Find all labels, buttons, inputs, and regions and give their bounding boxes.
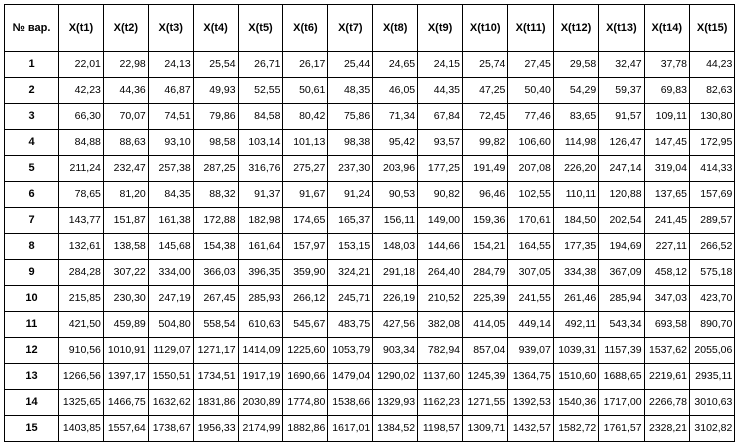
value-cell: 102,55: [508, 182, 553, 208]
column-header: X(t8): [373, 5, 418, 52]
value-cell: 46,05: [373, 78, 418, 104]
column-header: X(t14): [644, 5, 689, 52]
value-cell: 172,88: [193, 208, 238, 234]
value-cell: 610,63: [238, 312, 283, 338]
value-cell: 22,98: [103, 52, 148, 78]
value-cell: 126,47: [599, 130, 644, 156]
value-cell: 939,07: [508, 338, 553, 364]
value-cell: 558,54: [193, 312, 238, 338]
value-cell: 156,11: [373, 208, 418, 234]
value-cell: 1266,56: [59, 364, 104, 390]
value-cell: 145,68: [148, 234, 193, 260]
value-cell: 1557,64: [103, 416, 148, 442]
value-cell: 267,45: [193, 286, 238, 312]
value-cell: 545,67: [283, 312, 328, 338]
value-cell: 1325,65: [59, 390, 104, 416]
value-cell: 71,34: [373, 104, 418, 130]
value-cell: 1392,53: [508, 390, 553, 416]
column-header: X(t1): [59, 5, 104, 52]
value-cell: 91,24: [328, 182, 373, 208]
value-cell: 78,65: [59, 182, 104, 208]
value-cell: 203,96: [373, 156, 418, 182]
value-cell: 24,13: [148, 52, 193, 78]
value-cell: 458,12: [644, 260, 689, 286]
value-cell: 324,21: [328, 260, 373, 286]
value-cell: 261,46: [553, 286, 598, 312]
value-cell: 245,71: [328, 286, 373, 312]
value-cell: 48,35: [328, 78, 373, 104]
value-cell: 132,61: [59, 234, 104, 260]
value-cell: 27,45: [508, 52, 553, 78]
value-cell: 106,60: [508, 130, 553, 156]
value-cell: 93,57: [418, 130, 463, 156]
value-cell: 1271,17: [193, 338, 238, 364]
column-header: X(t5): [238, 5, 283, 52]
value-cell: 138,58: [103, 234, 148, 260]
value-cell: 83,65: [553, 104, 598, 130]
value-cell: 47,25: [463, 78, 508, 104]
value-cell: 1717,00: [599, 390, 644, 416]
variant-number-cell: 1: [5, 52, 59, 78]
value-cell: 414,33: [689, 156, 734, 182]
value-cell: 230,30: [103, 286, 148, 312]
value-cell: 66,30: [59, 104, 104, 130]
value-cell: 1245,39: [463, 364, 508, 390]
value-cell: 382,08: [418, 312, 463, 338]
value-cell: 26,17: [283, 52, 328, 78]
value-cell: 1329,93: [373, 390, 418, 416]
value-cell: 32,47: [599, 52, 644, 78]
value-cell: 693,58: [644, 312, 689, 338]
value-cell: 25,54: [193, 52, 238, 78]
value-cell: 1540,36: [553, 390, 598, 416]
variant-number-cell: 3: [5, 104, 59, 130]
value-cell: 1466,75: [103, 390, 148, 416]
value-cell: 2935,11: [689, 364, 734, 390]
value-cell: 109,11: [644, 104, 689, 130]
value-cell: 202,54: [599, 208, 644, 234]
value-cell: 25,74: [463, 52, 508, 78]
value-cell: 266,52: [689, 234, 734, 260]
value-cell: 91,67: [283, 182, 328, 208]
value-cell: 24,15: [418, 52, 463, 78]
value-cell: 161,38: [148, 208, 193, 234]
value-cell: 147,45: [644, 130, 689, 156]
variant-number-cell: 14: [5, 390, 59, 416]
value-cell: 194,69: [599, 234, 644, 260]
value-cell: 90,82: [418, 182, 463, 208]
value-cell: 2055,06: [689, 338, 734, 364]
value-cell: 903,34: [373, 338, 418, 364]
value-cell: 423,70: [689, 286, 734, 312]
value-cell: 1403,85: [59, 416, 104, 442]
variant-number-cell: 5: [5, 156, 59, 182]
value-cell: 3102,82: [689, 416, 734, 442]
value-cell: 50,40: [508, 78, 553, 104]
value-cell: 1761,57: [599, 416, 644, 442]
column-header: X(t3): [148, 5, 193, 52]
value-cell: 359,90: [283, 260, 328, 286]
value-cell: 29,58: [553, 52, 598, 78]
value-cell: 1309,71: [463, 416, 508, 442]
value-cell: 91,37: [238, 182, 283, 208]
table-row: [5, 416, 735, 442]
variant-number-cell: 8: [5, 234, 59, 260]
variant-number-cell: 7: [5, 208, 59, 234]
value-cell: 241,55: [508, 286, 553, 312]
value-cell: 210,52: [418, 286, 463, 312]
value-cell: 42,23: [59, 78, 104, 104]
value-cell: 44,23: [689, 52, 734, 78]
value-cell: 161,64: [238, 234, 283, 260]
value-cell: 2219,61: [644, 364, 689, 390]
value-cell: 44,35: [418, 78, 463, 104]
table-row: [5, 364, 735, 390]
value-cell: 334,00: [148, 260, 193, 286]
table-row: [5, 338, 735, 364]
value-cell: 1582,72: [553, 416, 598, 442]
value-cell: 285,94: [599, 286, 644, 312]
value-cell: 49,93: [193, 78, 238, 104]
value-cell: 890,70: [689, 312, 734, 338]
value-cell: 1384,52: [373, 416, 418, 442]
value-cell: 1225,60: [283, 338, 328, 364]
value-cell: 103,14: [238, 130, 283, 156]
variant-number-cell: 13: [5, 364, 59, 390]
value-cell: 74,51: [148, 104, 193, 130]
value-cell: 93,10: [148, 130, 193, 156]
value-cell: 59,37: [599, 78, 644, 104]
value-cell: 910,56: [59, 338, 104, 364]
data-table: [4, 4, 735, 442]
value-cell: 1738,67: [148, 416, 193, 442]
value-cell: 82,63: [689, 78, 734, 104]
value-cell: 225,39: [463, 286, 508, 312]
value-cell: 367,09: [599, 260, 644, 286]
value-cell: 143,77: [59, 208, 104, 234]
value-cell: 88,63: [103, 130, 148, 156]
value-cell: 84,58: [238, 104, 283, 130]
value-cell: 170,61: [508, 208, 553, 234]
value-cell: 1432,57: [508, 416, 553, 442]
value-cell: 1053,79: [328, 338, 373, 364]
value-cell: 3010,63: [689, 390, 734, 416]
column-header: X(t7): [328, 5, 373, 52]
value-cell: 98,58: [193, 130, 238, 156]
column-header: X(t2): [103, 5, 148, 52]
variant-number-cell: 6: [5, 182, 59, 208]
value-cell: 191,49: [463, 156, 508, 182]
value-cell: 207,08: [508, 156, 553, 182]
value-cell: 25,44: [328, 52, 373, 78]
table-row: [5, 260, 735, 286]
value-cell: 1162,23: [418, 390, 463, 416]
column-header: X(t10): [463, 5, 508, 52]
value-cell: 22,01: [59, 52, 104, 78]
value-cell: 284,28: [59, 260, 104, 286]
value-cell: 1917,19: [238, 364, 283, 390]
value-cell: 1774,80: [283, 390, 328, 416]
value-cell: 2030,89: [238, 390, 283, 416]
column-header: X(t11): [508, 5, 553, 52]
value-cell: 67,84: [418, 104, 463, 130]
value-cell: 2174,99: [238, 416, 283, 442]
value-cell: 91,57: [599, 104, 644, 130]
table-row: [5, 390, 735, 416]
value-cell: 266,12: [283, 286, 328, 312]
value-cell: 285,93: [238, 286, 283, 312]
column-header: X(t9): [418, 5, 463, 52]
header-row: [5, 5, 735, 52]
variant-number-cell: 12: [5, 338, 59, 364]
value-cell: 284,79: [463, 260, 508, 286]
value-cell: 84,88: [59, 130, 104, 156]
value-cell: 79,86: [193, 104, 238, 130]
value-cell: 153,15: [328, 234, 373, 260]
value-cell: 96,46: [463, 182, 508, 208]
value-cell: 1271,55: [463, 390, 508, 416]
value-cell: 504,80: [148, 312, 193, 338]
value-cell: 184,50: [553, 208, 598, 234]
column-header: X(t15): [689, 5, 734, 52]
variant-number-cell: 2: [5, 78, 59, 104]
column-header: X(t6): [283, 5, 328, 52]
value-cell: 1538,66: [328, 390, 373, 416]
value-cell: 1010,91: [103, 338, 148, 364]
value-cell: 307,05: [508, 260, 553, 286]
value-cell: 37,78: [644, 52, 689, 78]
value-cell: 148,03: [373, 234, 418, 260]
value-cell: 172,95: [689, 130, 734, 156]
value-cell: 1956,33: [193, 416, 238, 442]
value-cell: 307,22: [103, 260, 148, 286]
table-row: [5, 208, 735, 234]
value-cell: 1479,04: [328, 364, 373, 390]
value-cell: 149,00: [418, 208, 463, 234]
value-cell: 52,55: [238, 78, 283, 104]
header-variant-number: № вар.: [5, 5, 59, 52]
value-cell: 247,14: [599, 156, 644, 182]
table-row: [5, 130, 735, 156]
value-cell: 157,97: [283, 234, 328, 260]
value-cell: 227,11: [644, 234, 689, 260]
value-cell: 1734,51: [193, 364, 238, 390]
value-cell: 237,30: [328, 156, 373, 182]
value-cell: 414,05: [463, 312, 508, 338]
table-body: [5, 52, 735, 442]
value-cell: 543,34: [599, 312, 644, 338]
value-cell: 77,46: [508, 104, 553, 130]
value-cell: 396,35: [238, 260, 283, 286]
value-cell: 2328,21: [644, 416, 689, 442]
value-cell: 177,25: [418, 156, 463, 182]
value-cell: 84,35: [148, 182, 193, 208]
value-cell: 232,47: [103, 156, 148, 182]
value-cell: 165,37: [328, 208, 373, 234]
value-cell: 1550,51: [148, 364, 193, 390]
value-cell: 72,45: [463, 104, 508, 130]
value-cell: 1882,86: [283, 416, 328, 442]
value-cell: 421,50: [59, 312, 104, 338]
table-row: [5, 104, 735, 130]
value-cell: 88,32: [193, 182, 238, 208]
value-cell: 24,65: [373, 52, 418, 78]
value-cell: 144,66: [418, 234, 463, 260]
value-cell: 159,36: [463, 208, 508, 234]
value-cell: 366,03: [193, 260, 238, 286]
value-cell: 275,27: [283, 156, 328, 182]
value-cell: 1157,39: [599, 338, 644, 364]
value-cell: 1537,62: [644, 338, 689, 364]
value-cell: 2266,78: [644, 390, 689, 416]
value-cell: 1510,60: [553, 364, 598, 390]
value-cell: 114,98: [553, 130, 598, 156]
table-row: [5, 286, 735, 312]
column-header: X(t4): [193, 5, 238, 52]
value-cell: 54,29: [553, 78, 598, 104]
value-cell: 164,55: [508, 234, 553, 260]
value-cell: 110,11: [553, 182, 598, 208]
value-cell: 44,36: [103, 78, 148, 104]
value-cell: 177,35: [553, 234, 598, 260]
value-cell: 483,75: [328, 312, 373, 338]
table-row: [5, 312, 735, 338]
value-cell: 1688,65: [599, 364, 644, 390]
value-cell: 226,19: [373, 286, 418, 312]
value-cell: 291,18: [373, 260, 418, 286]
value-cell: 215,85: [59, 286, 104, 312]
value-cell: 1039,31: [553, 338, 598, 364]
value-cell: 26,71: [238, 52, 283, 78]
value-cell: 782,94: [418, 338, 463, 364]
value-cell: 247,19: [148, 286, 193, 312]
table-row: [5, 156, 735, 182]
variant-number-cell: 9: [5, 260, 59, 286]
value-cell: 1397,17: [103, 364, 148, 390]
value-cell: 154,21: [463, 234, 508, 260]
value-cell: 99,82: [463, 130, 508, 156]
value-cell: 1617,01: [328, 416, 373, 442]
value-cell: 98,38: [328, 130, 373, 156]
value-cell: 857,04: [463, 338, 508, 364]
value-cell: 211,24: [59, 156, 104, 182]
variant-number-cell: 11: [5, 312, 59, 338]
variant-number-cell: 15: [5, 416, 59, 442]
column-header: X(t12): [553, 5, 598, 52]
value-cell: 182,98: [238, 208, 283, 234]
value-cell: 264,40: [418, 260, 463, 286]
value-cell: 347,03: [644, 286, 689, 312]
value-cell: 1137,60: [418, 364, 463, 390]
value-cell: 427,56: [373, 312, 418, 338]
table-row: [5, 182, 735, 208]
value-cell: 151,87: [103, 208, 148, 234]
value-cell: 257,38: [148, 156, 193, 182]
value-cell: 1414,09: [238, 338, 283, 364]
value-cell: 492,11: [553, 312, 598, 338]
value-cell: 241,45: [644, 208, 689, 234]
value-cell: 1364,75: [508, 364, 553, 390]
value-cell: 1290,02: [373, 364, 418, 390]
value-cell: 120,88: [599, 182, 644, 208]
value-cell: 459,89: [103, 312, 148, 338]
variant-number-cell: 4: [5, 130, 59, 156]
value-cell: 90,53: [373, 182, 418, 208]
value-cell: 1129,07: [148, 338, 193, 364]
value-cell: 1690,66: [283, 364, 328, 390]
value-cell: 1831,86: [193, 390, 238, 416]
value-cell: 70,07: [103, 104, 148, 130]
value-cell: 50,61: [283, 78, 328, 104]
value-cell: 287,25: [193, 156, 238, 182]
value-cell: 1632,62: [148, 390, 193, 416]
table-row: [5, 78, 735, 104]
value-cell: 174,65: [283, 208, 328, 234]
value-cell: 316,76: [238, 156, 283, 182]
value-cell: 575,18: [689, 260, 734, 286]
value-cell: 46,87: [148, 78, 193, 104]
table-row: [5, 52, 735, 78]
value-cell: 81,20: [103, 182, 148, 208]
value-cell: 80,42: [283, 104, 328, 130]
value-cell: 75,86: [328, 104, 373, 130]
value-cell: 137,65: [644, 182, 689, 208]
value-cell: 1198,57: [418, 416, 463, 442]
value-cell: 157,69: [689, 182, 734, 208]
table-row: [5, 234, 735, 260]
value-cell: 449,14: [508, 312, 553, 338]
value-cell: 289,57: [689, 208, 734, 234]
value-cell: 130,80: [689, 104, 734, 130]
value-cell: 319,04: [644, 156, 689, 182]
value-cell: 95,42: [373, 130, 418, 156]
value-cell: 69,83: [644, 78, 689, 104]
value-cell: 334,38: [553, 260, 598, 286]
variant-number-cell: 10: [5, 286, 59, 312]
value-cell: 101,13: [283, 130, 328, 156]
value-cell: 154,38: [193, 234, 238, 260]
column-header: X(t13): [599, 5, 644, 52]
value-cell: 226,20: [553, 156, 598, 182]
